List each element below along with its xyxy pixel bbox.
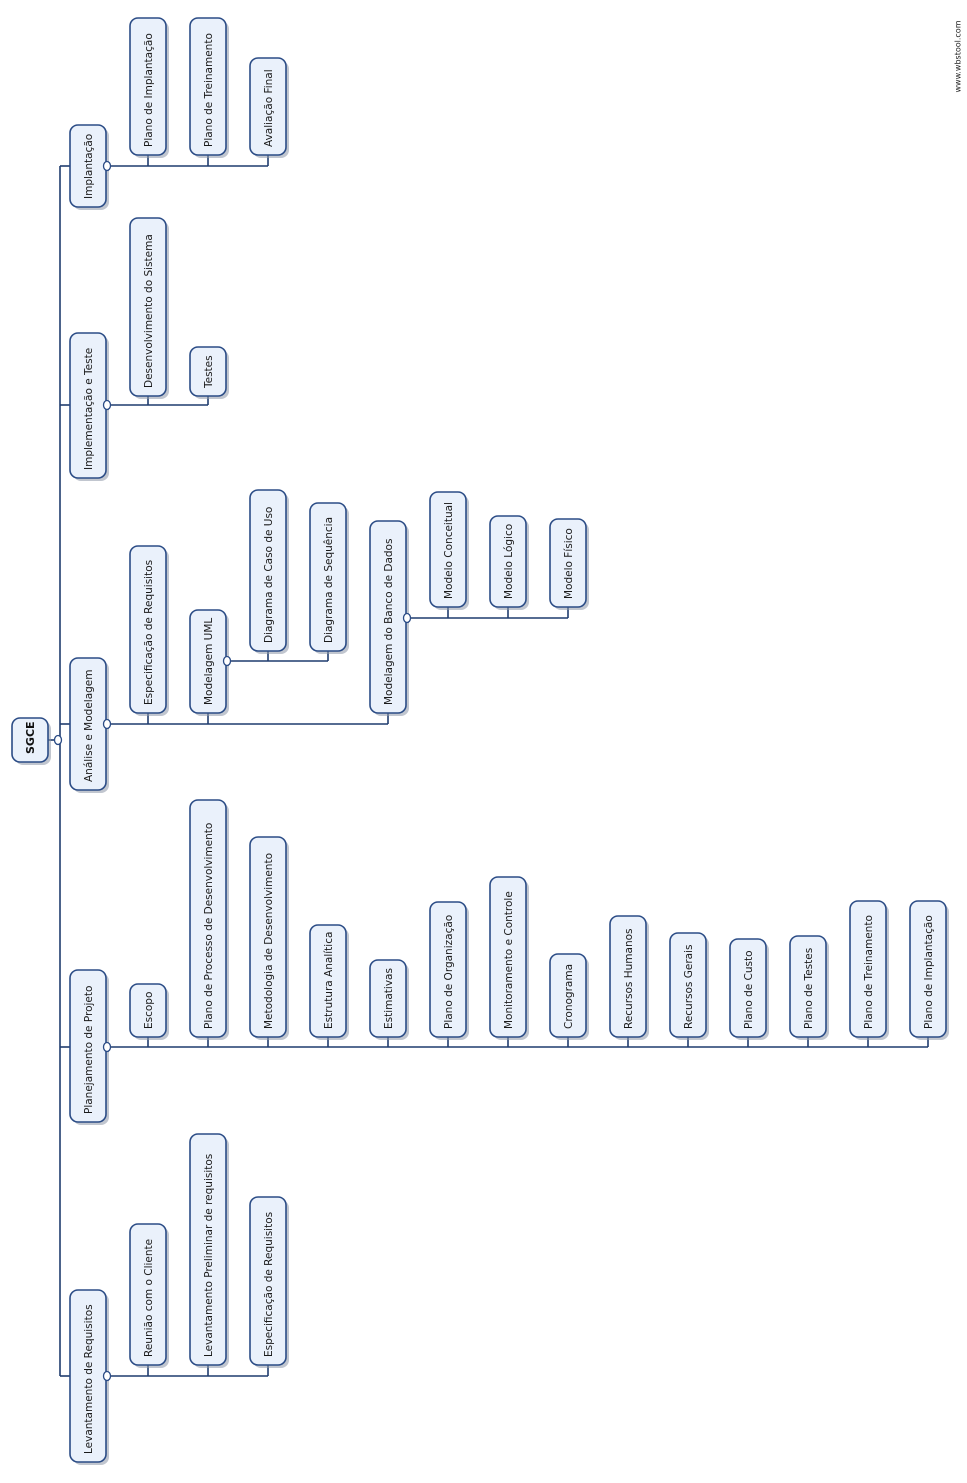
node-label: Levantamento Preliminar de requisitos — [203, 1153, 215, 1357]
node-label: Desenvolvimento do Sistema — [143, 234, 155, 388]
node-label: Avaliação Final — [263, 69, 275, 147]
node-label: SGCE — [24, 721, 37, 754]
node-label: Estimativas — [383, 968, 395, 1029]
node-label: Recursos Humanos — [623, 928, 635, 1029]
wbs-node-desenvolvimento-do-sistema[interactable] — [130, 218, 169, 399]
wbs-node-diagrama-de-caso-de-uso[interactable] — [250, 490, 289, 654]
node-label: Implantação — [83, 133, 95, 199]
expand-collapse-toggle[interactable] — [104, 162, 111, 171]
wbs-node-estrutura-analitica[interactable] — [310, 925, 349, 1040]
wbs-node-plano-de-custo[interactable] — [730, 939, 769, 1040]
node-label: Plano de Processo de Desenvolvimento — [203, 822, 215, 1029]
node-label: Análise e Modelagem — [83, 669, 95, 782]
node-label: Plano de Custo — [743, 950, 755, 1029]
expand-collapse-toggle[interactable] — [104, 720, 111, 729]
wbs-node-implementacao-e-teste[interactable] — [70, 333, 109, 481]
wbs-node-metodologia-de-desenvolvimento[interactable] — [250, 837, 289, 1040]
wbs-node-plano-de-treinamento[interactable] — [190, 18, 229, 158]
node-label: Plano de Treinamento — [203, 33, 215, 147]
node-label: Estrutura Analítica — [323, 931, 335, 1029]
node-label: Especificação de Requisitos — [143, 559, 155, 705]
node-label: Diagrama de Caso de Uso — [263, 506, 275, 643]
wbs-node-testes[interactable] — [190, 347, 229, 399]
node-label: Modelagem UML — [203, 617, 215, 705]
wbs-node-monitoramento-e-controle[interactable] — [490, 877, 529, 1040]
wbs-node-recursos-gerais[interactable] — [670, 933, 709, 1040]
node-label: Planejamento de Projeto — [83, 985, 95, 1114]
wbs-node-levantamento-preliminar-de-requisitos[interactable] — [190, 1134, 229, 1368]
watermark-text: www.wbstool.com — [953, 20, 963, 93]
expand-collapse-toggle[interactable] — [55, 736, 62, 745]
wbs-node-modelo-logico[interactable] — [490, 516, 529, 610]
node-label: Modelagem do Banco de Dados — [383, 538, 395, 705]
node-label: Testes — [203, 355, 215, 388]
node-label: Recursos Gerais — [683, 944, 695, 1029]
node-label: Implementação e Teste — [83, 347, 95, 470]
root-node-sgce[interactable] — [12, 718, 51, 765]
wbs-node-plano-de-treinamento[interactable] — [850, 901, 889, 1040]
node-label: Plano de Implantação — [923, 915, 935, 1029]
node-label: Plano de Treinamento — [863, 915, 875, 1029]
wbs-node-plano-de-implantacao[interactable] — [910, 901, 949, 1040]
node-label: Modelo Conceitual — [443, 502, 455, 599]
expand-collapse-toggle[interactable] — [104, 401, 111, 410]
wbs-node-plano-de-implantacao[interactable] — [130, 18, 169, 158]
node-label: Escopo — [143, 991, 155, 1029]
node-label: Cronograma — [563, 964, 575, 1029]
connectors — [48, 155, 928, 1376]
wbs-node-recursos-humanos[interactable] — [610, 916, 649, 1040]
node-label: Plano de Organização — [443, 914, 455, 1029]
expand-collapse-toggle[interactable] — [104, 1043, 111, 1052]
wbs-node-plano-de-testes[interactable] — [790, 936, 829, 1040]
wbs-node-especificacao-de-requisitos[interactable] — [250, 1197, 289, 1368]
wbs-node-reuniao-com-o-cliente[interactable] — [130, 1224, 169, 1368]
node-label: Plano de Implantação — [143, 33, 155, 147]
wbs-node-avaliacao-final[interactable] — [250, 58, 289, 158]
wbs-node-especificacao-de-requisitos[interactable] — [130, 546, 169, 716]
expand-collapse-toggle[interactable] — [224, 657, 231, 666]
wbs-node-modelo-conceitual[interactable] — [430, 492, 469, 610]
nodes — [12, 18, 949, 1465]
wbs-node-estimativas[interactable] — [370, 960, 409, 1040]
watermark — [948, 22, 967, 102]
wbs-node-cronograma[interactable] — [550, 954, 589, 1040]
wbs-node-plano-de-organizacao[interactable] — [430, 902, 469, 1040]
node-label: Modelo Lógico — [503, 523, 515, 599]
node-label: Metodologia de Desenvolvimento — [263, 852, 275, 1029]
expand-collapse-toggle[interactable] — [104, 1372, 111, 1381]
node-label: Especificação de Requisitos — [263, 1211, 275, 1357]
node-label: Diagrama de Sequência — [323, 517, 335, 643]
wbs-node-escopo[interactable] — [130, 984, 169, 1040]
node-label: Plano de Testes — [803, 947, 815, 1029]
expand-collapse-toggle[interactable] — [404, 614, 411, 623]
wbs-node-modelo-fisico[interactable] — [550, 519, 589, 610]
wbs-node-plano-de-processo-de-desenvolvimento[interactable] — [190, 800, 229, 1040]
wbs-node-modelagem-uml[interactable] — [190, 610, 229, 716]
node-label: Levantamento de Requisitos — [83, 1304, 95, 1454]
node-label: Reunião com o Cliente — [143, 1238, 155, 1357]
node-label: Modelo Físico — [563, 528, 575, 599]
node-label: Monitoramento e Controle — [503, 891, 515, 1029]
wbs-node-diagrama-de-sequencia[interactable] — [310, 503, 349, 654]
